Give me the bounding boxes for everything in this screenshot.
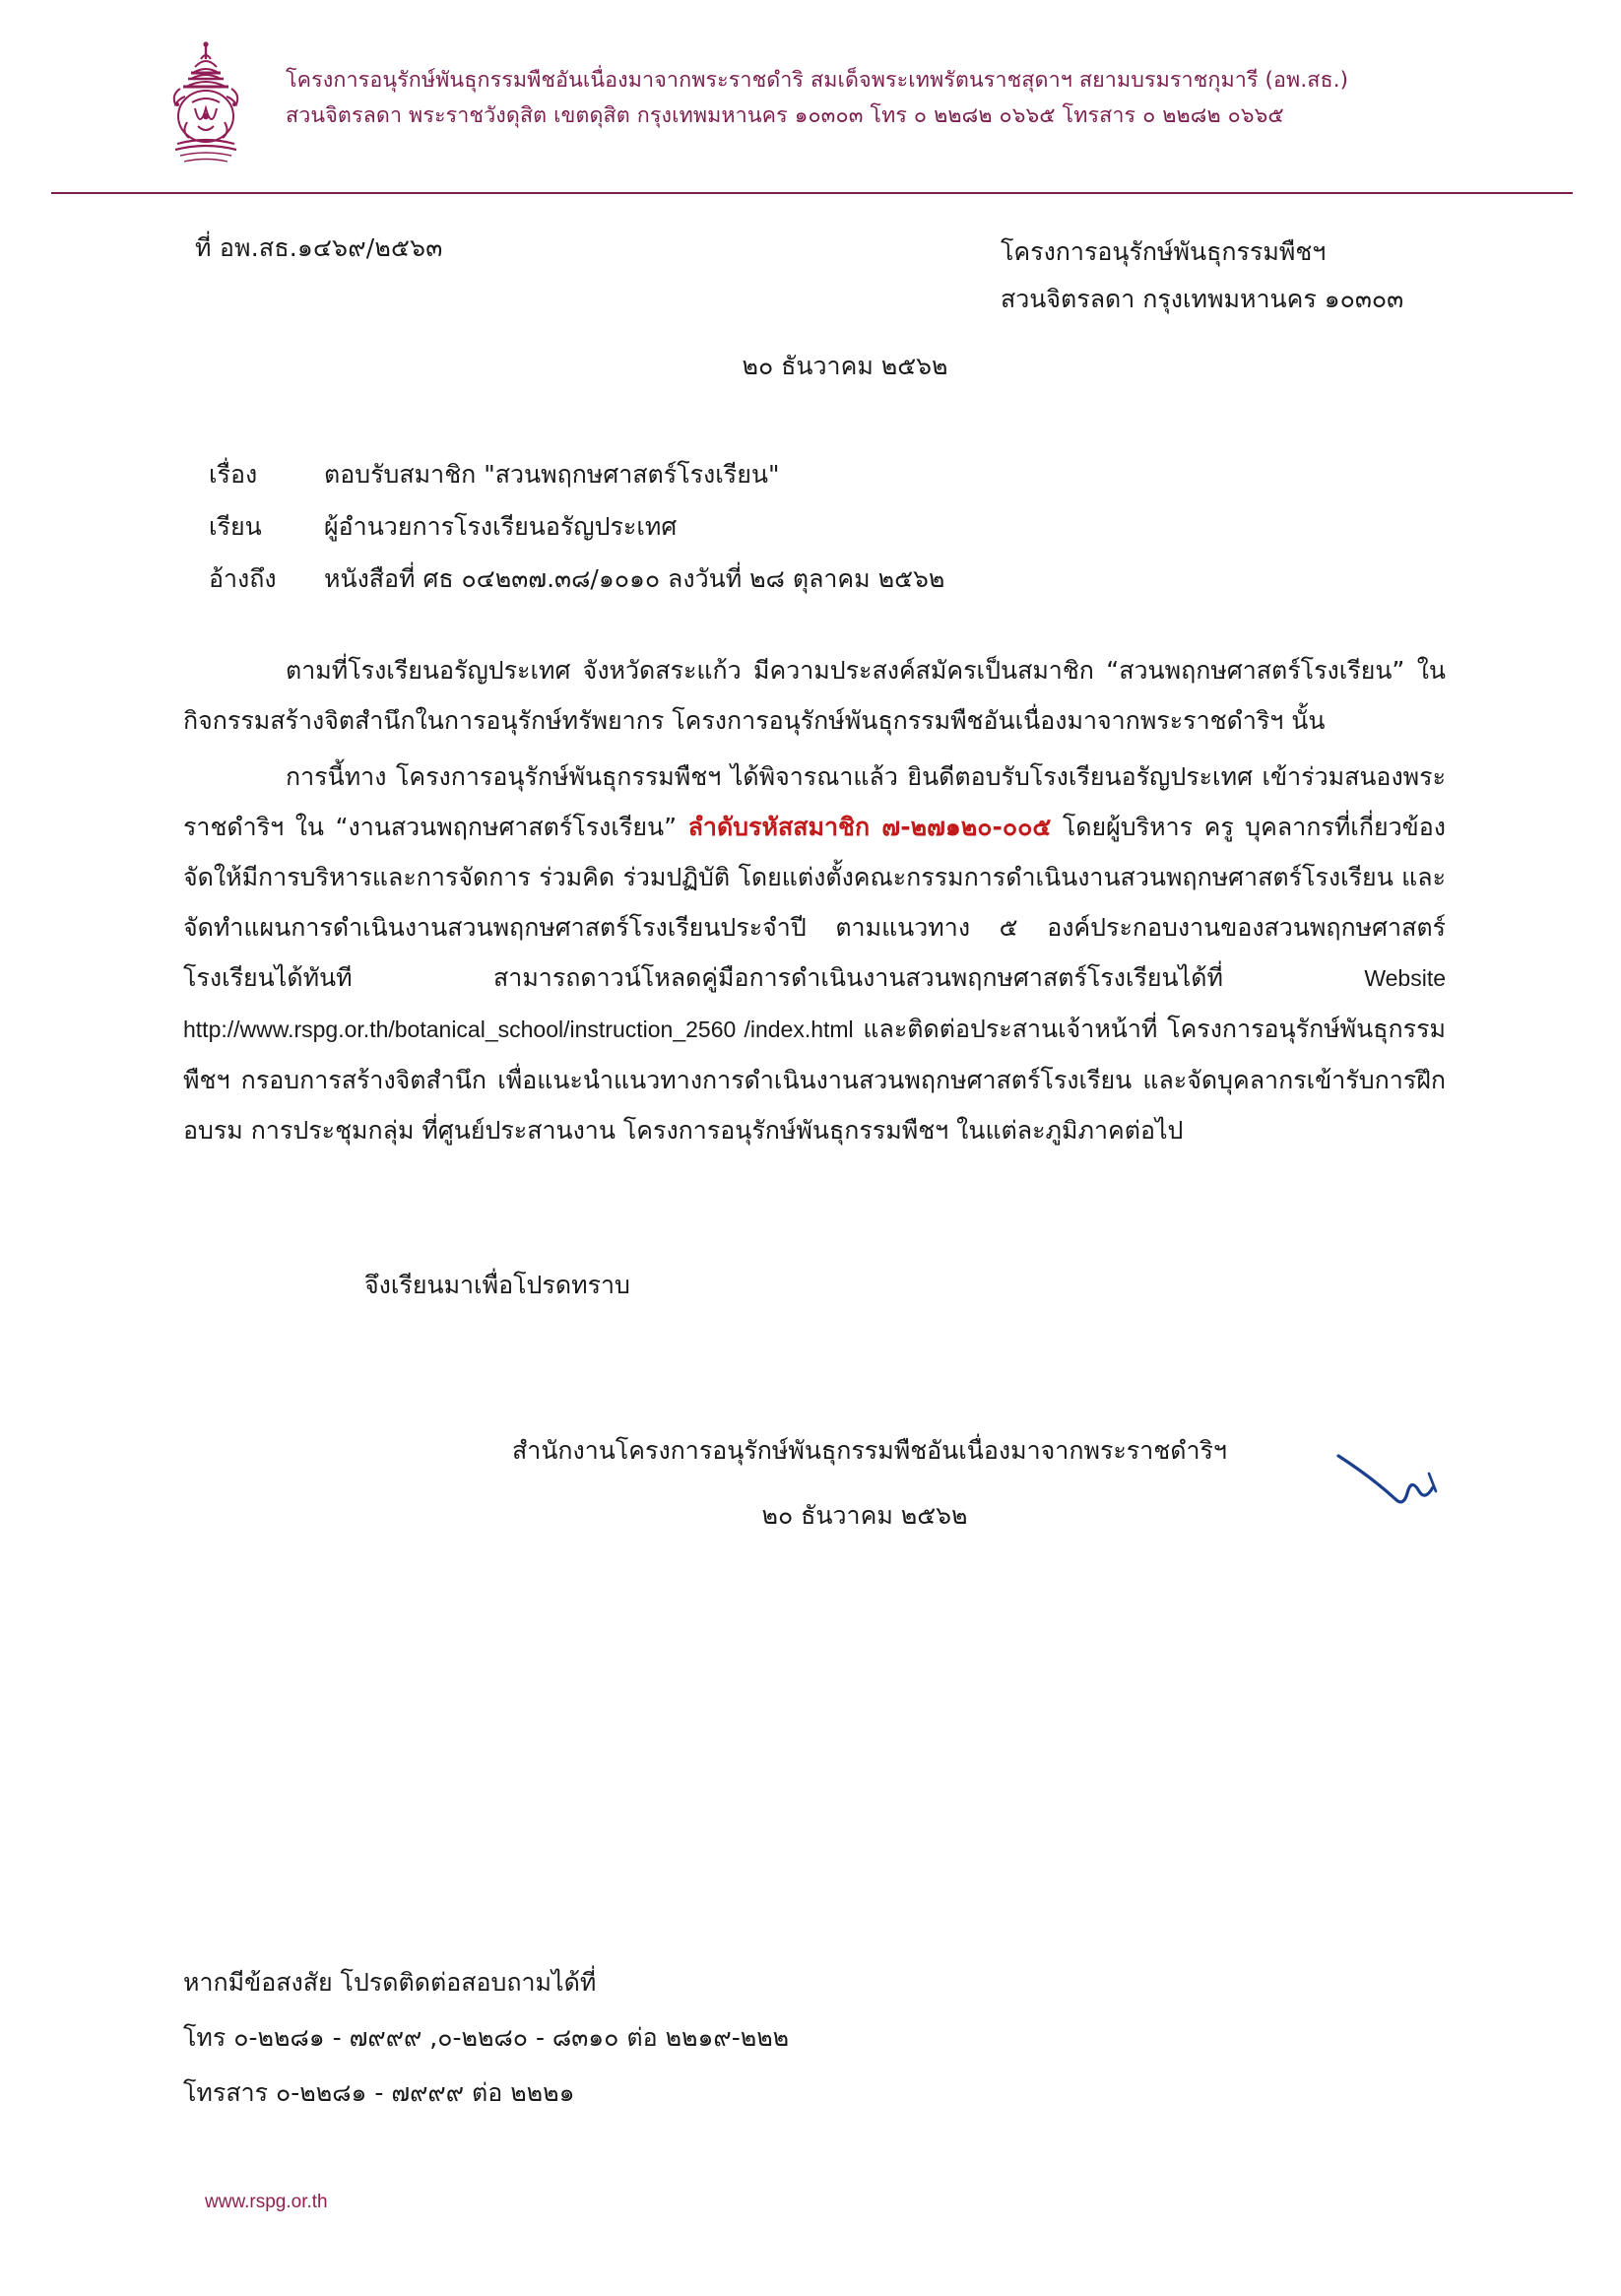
sender-org-line-1: โครงการอนุรักษ์พันธุกรรมพืชฯ [1001,237,1327,266]
subject-value: ตอบรับสมาชิก "สวนพฤกษศาสตร์โรงเรียน" [324,460,780,489]
signature-date: ๒๐ ธันวาคม ๒๕๖๒ [761,1501,968,1530]
body-paragraph-2-text-a: การนี้ทาง โครงการอนุรักษ์พันธุกรรมพืชฯ ได้พิจารณาแล้ว ยินดีตอบรับโรงเรียนอรัญประเทศ เข้าร่วมสนองพระราชดำริฯ ใน “งานสวนพฤกษศาสตร์โรงเรียน” [183,762,1446,841]
reference-value: หนังสือที่ ศธ ๐๔๒๓๗.๓๘/๑๐๑๐ ลงวันที่ ๒๘ ตุลาคม ๒๕๖๒ [324,564,945,593]
subject-label: เรื่อง [209,460,258,489]
signature-organization: สำนักงานโครงการอนุรักษ์พันธุกรรมพืชอันเนื่องมาจากพระราชดำริฯ [512,1436,1227,1465]
footer-fax: โทรสาร ๐-๒๒๘๑ - ๗๙๙๙ ต่อ ๒๒๒๑ [183,2078,575,2107]
body-paragraph-2-text-c: และติดต่อประสานเจ้าหน้าที่ โครงการอนุรักษ์พันธุกรรมพืชฯ กรอบการสร้างจิตสำนึก เพื่อแนะนำแนวทางการดำเนินงานสวนพฤกษศาสตร์โรงเรียน และจัดบุคลากรเข้ารับการฝึกอบรม การประชุมกลุ่ม ที่ศูนย์ประสานงาน โครงการอนุรักษ์พันธุกรรมพืชฯ ในแต่ละภูมิภาคต่อไป [183,1015,1446,1145]
footer-website-link[interactable]: www.rspg.or.th [205,2192,328,2212]
footer-contact [183,1955,789,2121]
letterhead-line-2: สวนจิตรลดา พระราชวังดุสิต เขตดุสิต กรุงเทพมหานคร ๑๐๓๐๓ โทร ๐ ๒๒๘๒ ๐๖๖๕ โทรสาร ๐ ๒๒๘๒ ๐๖๖๕ [286,103,1284,128]
body-paragraph-2 [183,752,1446,1155]
manual-download-url: Website http://www.rspg.or.th/botanical_school/instruction_2560 /index.html [183,965,1446,1042]
subject-block [209,448,1469,605]
letter-date-text: ๒๐ ธันวาคม ๒๕๖๒ [742,352,948,380]
recipient-label: เรียน [209,512,262,541]
body-paragraph-1 [183,645,1446,746]
body-paragraph-1-text: ตามที่โรงเรียนอรัญประเทศ จังหวัดสระแก้ว มีความประสงค์สมัครเป็นสมาชิก “สวนพฤกษศาสตร์โรงเรียน” ในกิจกรรมสร้างจิตสำนึกในการอนุรักษ์ทรัพยากร โครงการอนุรักษ์พันธุกรรมพืชอันเนื่องมาจากพระราชดำริฯ นั้น [183,656,1446,735]
membership-code: ลำดับรหัสสมาชิก ๗-๒๗๑๒๐-๐๐๕ [687,813,1052,841]
letter-body [183,645,1446,1161]
footer-phone: โทร ๐-๒๒๘๑ - ๗๙๙๙ ,๐-๒๒๘๐ - ๘๓๑๐ ต่อ ๒๒๑๙-๒๒๒ [183,2023,790,2052]
document-number: ที่ อพ.สธ.๑๔๖๙/๒๕๖๓ [195,233,443,262]
recipient-row [209,500,1469,553]
body-paragraph-2-text-b: โดยผู้บริหาร ครู บุคลากรที่เกี่ยวข้อง จัดให้มีการบริหารและการจัดการ ร่วมคิด ร่วมปฏิบัติ โดยแต่งตั้งคณะกรรมการดำเนินงานสวนพฤกษศาสตร์โรงเรียน และจัดทำแผนการดำเนินงานสวนพฤกษศาสตร์โรงเรียนประจำปี ตามแนวทาง ๕ องค์ประกอบงานของสวนพฤกษศาสตร์โรงเรียนได้ทันที สามารถดาวน์โหลดคู่มือการดำเนินงานสวนพฤกษศาสตร์โรงเรียนได้ที่ [183,813,1446,992]
letterhead [148,39,1448,177]
reference-label: อ้างถึง [209,564,277,593]
closing-line: จึงเรียนมาเพื่อโปรดทราบ [364,1271,630,1299]
letterhead-divider [51,192,1573,194]
letterhead-line-1: โครงการอนุรักษ์พันธุกรรมพืชอันเนื่องมาจากพระราชดำริ สมเด็จพระเทพรัตนราชสุดาฯ สยามบรมราชกุมารี (อพ.สธ.) [286,68,1349,93]
signature-mark-icon [1334,1448,1472,1527]
sender-address [1001,229,1403,323]
subject-row [209,448,1469,500]
recipient-value: ผู้อำนวยการโรงเรียนอรัญประเทศ [324,512,678,541]
royal-project-emblem-icon [148,39,264,177]
footer-line-1: หากมีข้อสงสัย โปรดติดต่อสอบถามได้ที่ [183,1968,597,1997]
letterhead-text [286,39,1348,134]
sender-org-line-2: สวนจิตรลดา กรุงเทพมหานคร ๑๐๓๐๓ [1001,285,1404,313]
letter-date [0,347,1621,386]
reference-row [209,553,1469,605]
